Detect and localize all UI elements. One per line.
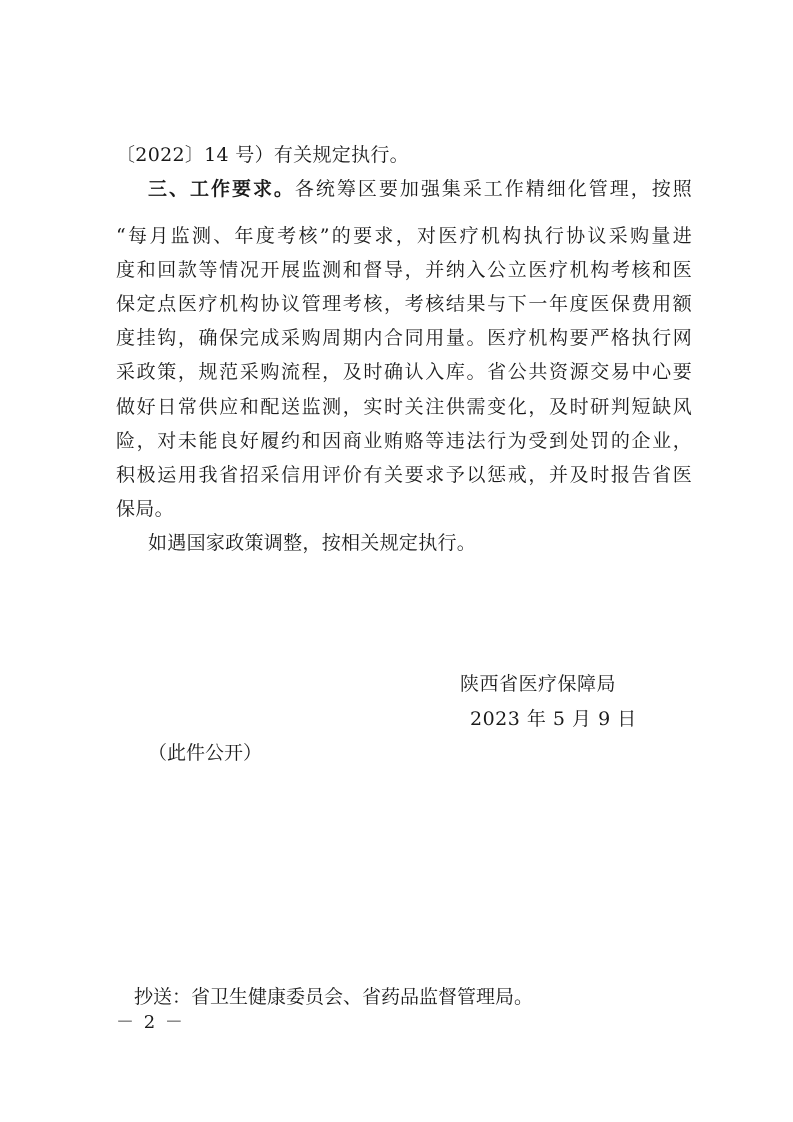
section-text-line-10: 保局。 bbox=[116, 498, 174, 520]
disclosure-note: （此件公开） bbox=[148, 742, 263, 764]
closing-paragraph: 如遇国家政策调整，按相关规定执行。 bbox=[148, 532, 477, 554]
section-heading: 三、工作要求。 bbox=[148, 178, 295, 200]
section-paragraph-first-line bbox=[148, 177, 692, 201]
section-text-line-5: 度挂钩，确保完成采购周期内合同用量。医疗机构要严格执行网 bbox=[116, 327, 692, 349]
signing-organization: 陕西省医疗保障局 bbox=[460, 673, 617, 695]
page-number: － 2 － bbox=[116, 1012, 185, 1033]
cc-line: 抄送：省卫生健康委员会、省药品监督管理局。 bbox=[134, 986, 534, 1008]
body-line-1: 〔2022〕14 号）有关规定执行。 bbox=[116, 144, 409, 166]
section-text-line-9: 积极运用我省招采信用评价有关要求予以惩戒，并及时报告省医 bbox=[116, 464, 692, 486]
section-text-line-8: 险，对未能良好履约和因商业贿赂等违法行为受到处罚的企业， bbox=[116, 430, 692, 452]
section-text-line-1: 各统筹区要加强集采工作精细化管理，按照 bbox=[294, 178, 692, 200]
signing-date: 2023 年 5 月 9 日 bbox=[470, 708, 637, 730]
section-text-line-6: 采政策，规范采购流程，及时确认入库。省公共资源交易中心要 bbox=[116, 361, 692, 383]
section-text-line-7: 做好日常供应和配送监测，实时关注供需变化，及时研判短缺风 bbox=[116, 396, 692, 418]
section-text-line-4: 保定点医疗机构协议管理考核，考核结果与下一年度医保费用额 bbox=[116, 293, 692, 315]
section-text-line-3: 度和回款等情况开展监测和督导，并纳入公立医疗机构考核和医 bbox=[116, 259, 692, 281]
section-text-line-2: “每月监测、年度考核”的要求，对医疗机构执行协议采购量进 bbox=[116, 225, 692, 247]
